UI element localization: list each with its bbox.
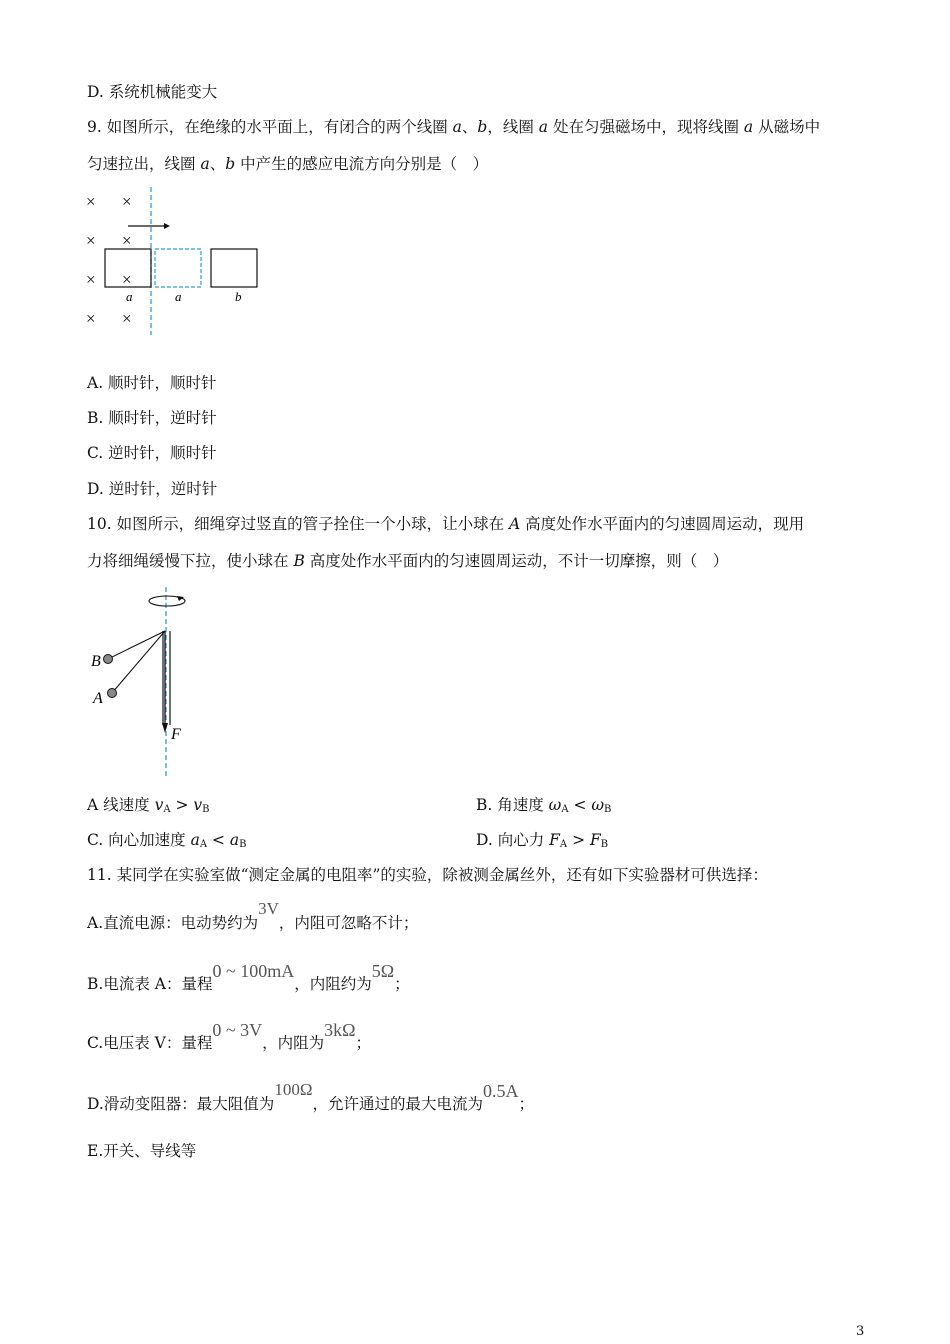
svg-text:×: × bbox=[86, 192, 96, 211]
svg-text:a: a bbox=[175, 289, 182, 304]
ball-A bbox=[108, 689, 117, 698]
magnetic-field-crosses bbox=[86, 192, 132, 328]
q11-item-d: D.滑动变阻器：最大阻值为100Ω，允许通过的最大电流为0.5A； bbox=[87, 1080, 534, 1113]
svg-text:×: × bbox=[86, 309, 96, 328]
q10-option-c: C. 向心加速度 $a_A < a_B$ bbox=[87, 831, 247, 850]
q10-stem-line1: 10. 如图所示，细绳穿过竖直的管子拴住一个小球，让小球在 A 高度处作水平面内的匀速圆周运动，现用 bbox=[87, 515, 805, 533]
string-to-B bbox=[108, 631, 165, 659]
q11-item-c: C.电压表 V：量程0 ~ 3V，内阻为3kΩ； bbox=[87, 1020, 372, 1052]
svg-text:b: b bbox=[235, 289, 242, 304]
svg-text:F: F bbox=[171, 726, 181, 743]
svg-text:×: × bbox=[122, 309, 132, 328]
q10-figure bbox=[85, 585, 195, 780]
ball-B bbox=[104, 655, 113, 664]
q10-option-b: B. 角速度 $\omega_A < \omega_B$ bbox=[476, 796, 612, 815]
q10-option-a: A 线速度 $v_A > v_B$ bbox=[87, 796, 210, 815]
svg-text:×: × bbox=[86, 270, 96, 289]
q9-figure bbox=[80, 185, 270, 335]
svg-text:×: × bbox=[122, 192, 132, 211]
svg-text:a: a bbox=[126, 289, 133, 304]
q11-item-b: B.电流表 A：量程0 ~ 100mA，内阻约为5Ω； bbox=[87, 961, 410, 993]
page-number: 3 bbox=[856, 1324, 865, 1339]
q8-option-d: D. 系统机械能变大 bbox=[87, 83, 218, 101]
q11-item-e: E.开关、导线等 bbox=[87, 1142, 197, 1160]
q9-option-c: C. 逆时针，顺时针 bbox=[87, 444, 217, 462]
q9-stem-line1: 9. 如图所示，在绝缘的水平面上，有闭合的两个线圈 a、b，线圈 a 处在匀强磁场中，现将线圈 a 从磁场中 bbox=[87, 118, 821, 136]
force-arrow bbox=[162, 723, 168, 733]
q10-stem-line2: 力将细绳缓慢下拉，使小球在 B 高度处作水平面内的匀速圆周运动，不计一切摩擦，则（ ） bbox=[87, 552, 729, 570]
q11-item-a: A.直流电源：电动势约为3V，内阻可忽略不计； bbox=[87, 899, 419, 932]
svg-text:×: × bbox=[122, 231, 132, 250]
q10-option-d: D. 向心力 $F_A > F_B$ bbox=[476, 831, 609, 850]
string-to-A bbox=[112, 631, 165, 693]
q11-intro: 11. 某同学在实验室做“测定金属的电阻率”的实验，除被测金属丝外，还有如下实验器材可供选择： bbox=[87, 866, 768, 884]
svg-text:A: A bbox=[93, 690, 103, 707]
q9-option-b: B. 顺时针，逆时针 bbox=[87, 409, 217, 427]
svg-text:×: × bbox=[86, 231, 96, 250]
q9-option-d: D. 逆时针，逆时针 bbox=[87, 480, 218, 498]
coil-a-moved bbox=[155, 249, 201, 287]
svg-text:B: B bbox=[91, 653, 101, 670]
q9-stem-line2: 匀速拉出，线圈 a、b 中产生的感应电流方向分别是（ ） bbox=[87, 155, 489, 173]
coil-b bbox=[211, 249, 257, 287]
svg-text:×: × bbox=[122, 270, 132, 289]
q9-option-a: A. 顺时针，顺时针 bbox=[87, 374, 217, 392]
